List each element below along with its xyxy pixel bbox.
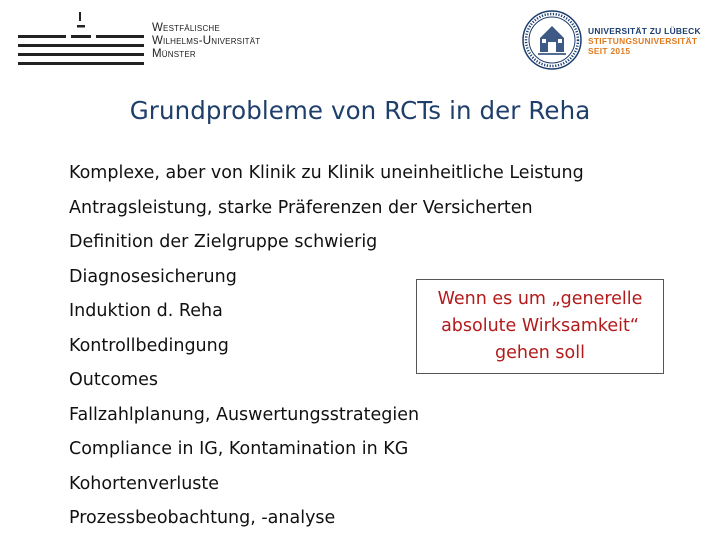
list-item: Induktion d. Reha — [69, 301, 223, 321]
uzl-logo-line-2: STIFTUNGSUNIVERSITÄT — [588, 36, 698, 46]
list-item: Kontrollbedingung — [69, 335, 229, 356]
callout-line-3: gehen soll — [495, 343, 585, 363]
wwu-logo-line-1: Westfälische — [152, 22, 220, 34]
list-item: Komplexe, aber von Klinik zu Klinik uneinheitliche Leistung — [69, 163, 584, 183]
wwu-logo-line-3: Münster — [152, 48, 196, 60]
list-item: Diagnosesicherung — [69, 266, 237, 287]
uzl-logo-line-1: UNIVERSITÄT ZU LÜBECK — [588, 26, 701, 36]
list-item: Prozessbeobachtung, -analyse — [69, 508, 336, 528]
callout-line-1: Wenn es um „generelle — [437, 289, 643, 309]
uzl-logo-line-3: SEIT 2015 — [588, 46, 631, 56]
list-item: Antragsleistung, starke Präferenzen der Versicherten — [69, 197, 533, 218]
callout-line-2: absolute Wirksamkeit“ — [441, 316, 639, 336]
university-seal-icon — [520, 8, 584, 72]
list-item: Outcomes — [69, 370, 158, 390]
slide-title: Grundprobleme von RCTs in der Reha — [129, 96, 591, 125]
list-item: Kohortenverluste — [69, 473, 220, 494]
wwu-logo-mark-icon — [18, 12, 146, 68]
list-item: Fallzahlplanung, Auswertungsstrategien — [69, 404, 420, 425]
wwu-logo — [18, 12, 268, 70]
uzl-logo — [520, 8, 715, 72]
wwu-logo-line-2: Wilhelms-Universität — [152, 35, 261, 47]
list-item: Definition der Zielgruppe schwierig — [69, 232, 378, 252]
list-item: Compliance in IG, Kontamination in KG — [69, 439, 409, 459]
callout-box — [416, 279, 664, 374]
